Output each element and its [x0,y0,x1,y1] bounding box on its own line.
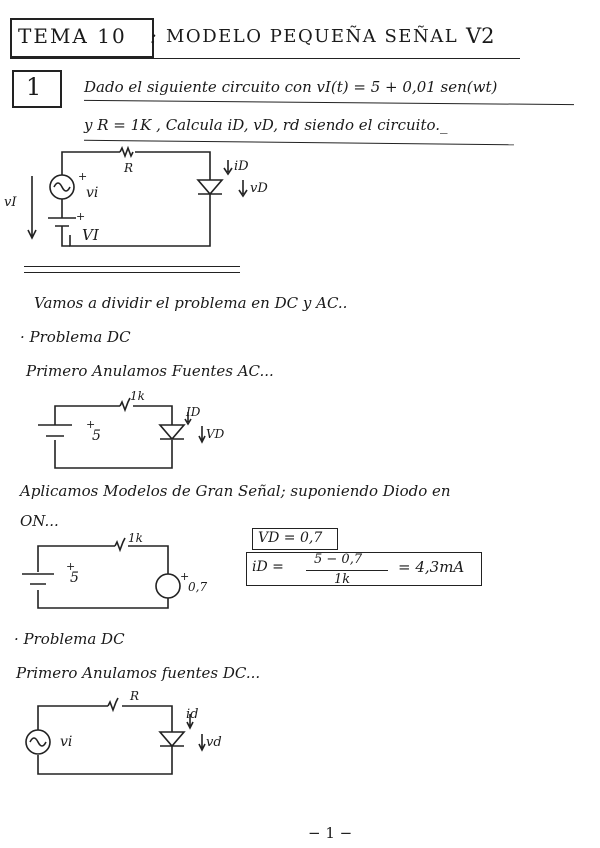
id-formula-numerator: 5 − 0,7 [314,552,363,567]
svg-text:+: + [66,560,76,573]
vI-left-label: vI [4,195,17,210]
exercise-line-1: Dado el siguiente circuito con vI(t) = 5 + 0,01 sen(wt) [84,78,498,96]
id-label-ac: id [186,707,199,722]
large-signal-line-2: ON... [20,512,59,530]
r-label-main: R [124,161,134,175]
diode-ac [160,732,184,746]
exercise-number: 1 [26,73,42,101]
id-label-dc1: ID [186,405,201,419]
vd-label-main: vD [250,181,268,196]
model-value-dc2: 0,7 [188,580,208,594]
id-formula-lhs: iD = [252,559,284,575]
svg-text:+: + [86,418,96,431]
vd-label-ac: vd [206,735,222,750]
dc-heading: · Problema DC [20,328,131,346]
svg-text:+: + [78,170,88,183]
r-label-ac: R [130,689,140,703]
intro-text: Vamos a dividir el problema en DC y AC.. [34,294,348,312]
exercise-line-2: y R = 1K , Calcula iD, vD, rd siendo el circuito._ [84,116,448,134]
vd-result: VD = 0,7 [258,530,323,546]
vI-source-label: VI [82,226,99,244]
vi-label-main: vi [86,185,99,201]
src-label-dc1: 5 [92,428,101,444]
resistor-ac [108,698,118,710]
ac-heading: · Problema DC [14,630,125,648]
title-separator: : [150,24,157,48]
ac-step: Primero Anulamos fuentes DC... [16,664,261,682]
vd-label-dc1: VD [206,427,225,441]
id-label-main: iD [234,159,249,174]
svg-text:+: + [180,570,190,583]
r-label-dc1: 1k [130,389,145,403]
r-label-dc2: 1k [128,531,143,545]
large-signal-line-1: Aplicamos Modelos de Gran Señal; suponiendo Diodo en [20,482,451,500]
page-title: MODELO PEQUEÑA SEÑAL [166,26,459,47]
wire-ac [38,706,172,774]
svg-text:+: + [76,210,86,223]
vi-label-ac: vi [60,734,73,750]
title-version: V2 [466,24,495,48]
dc-step: Primero Anulamos Fuentes AC... [26,362,274,380]
tema-label: TEMA 10 [18,24,127,48]
src-label-dc2: 5 [70,570,79,586]
id-result: = 4,3mA [398,558,465,576]
page-number: − 1 − [308,824,353,842]
id-formula-denominator: 1k [334,572,351,587]
